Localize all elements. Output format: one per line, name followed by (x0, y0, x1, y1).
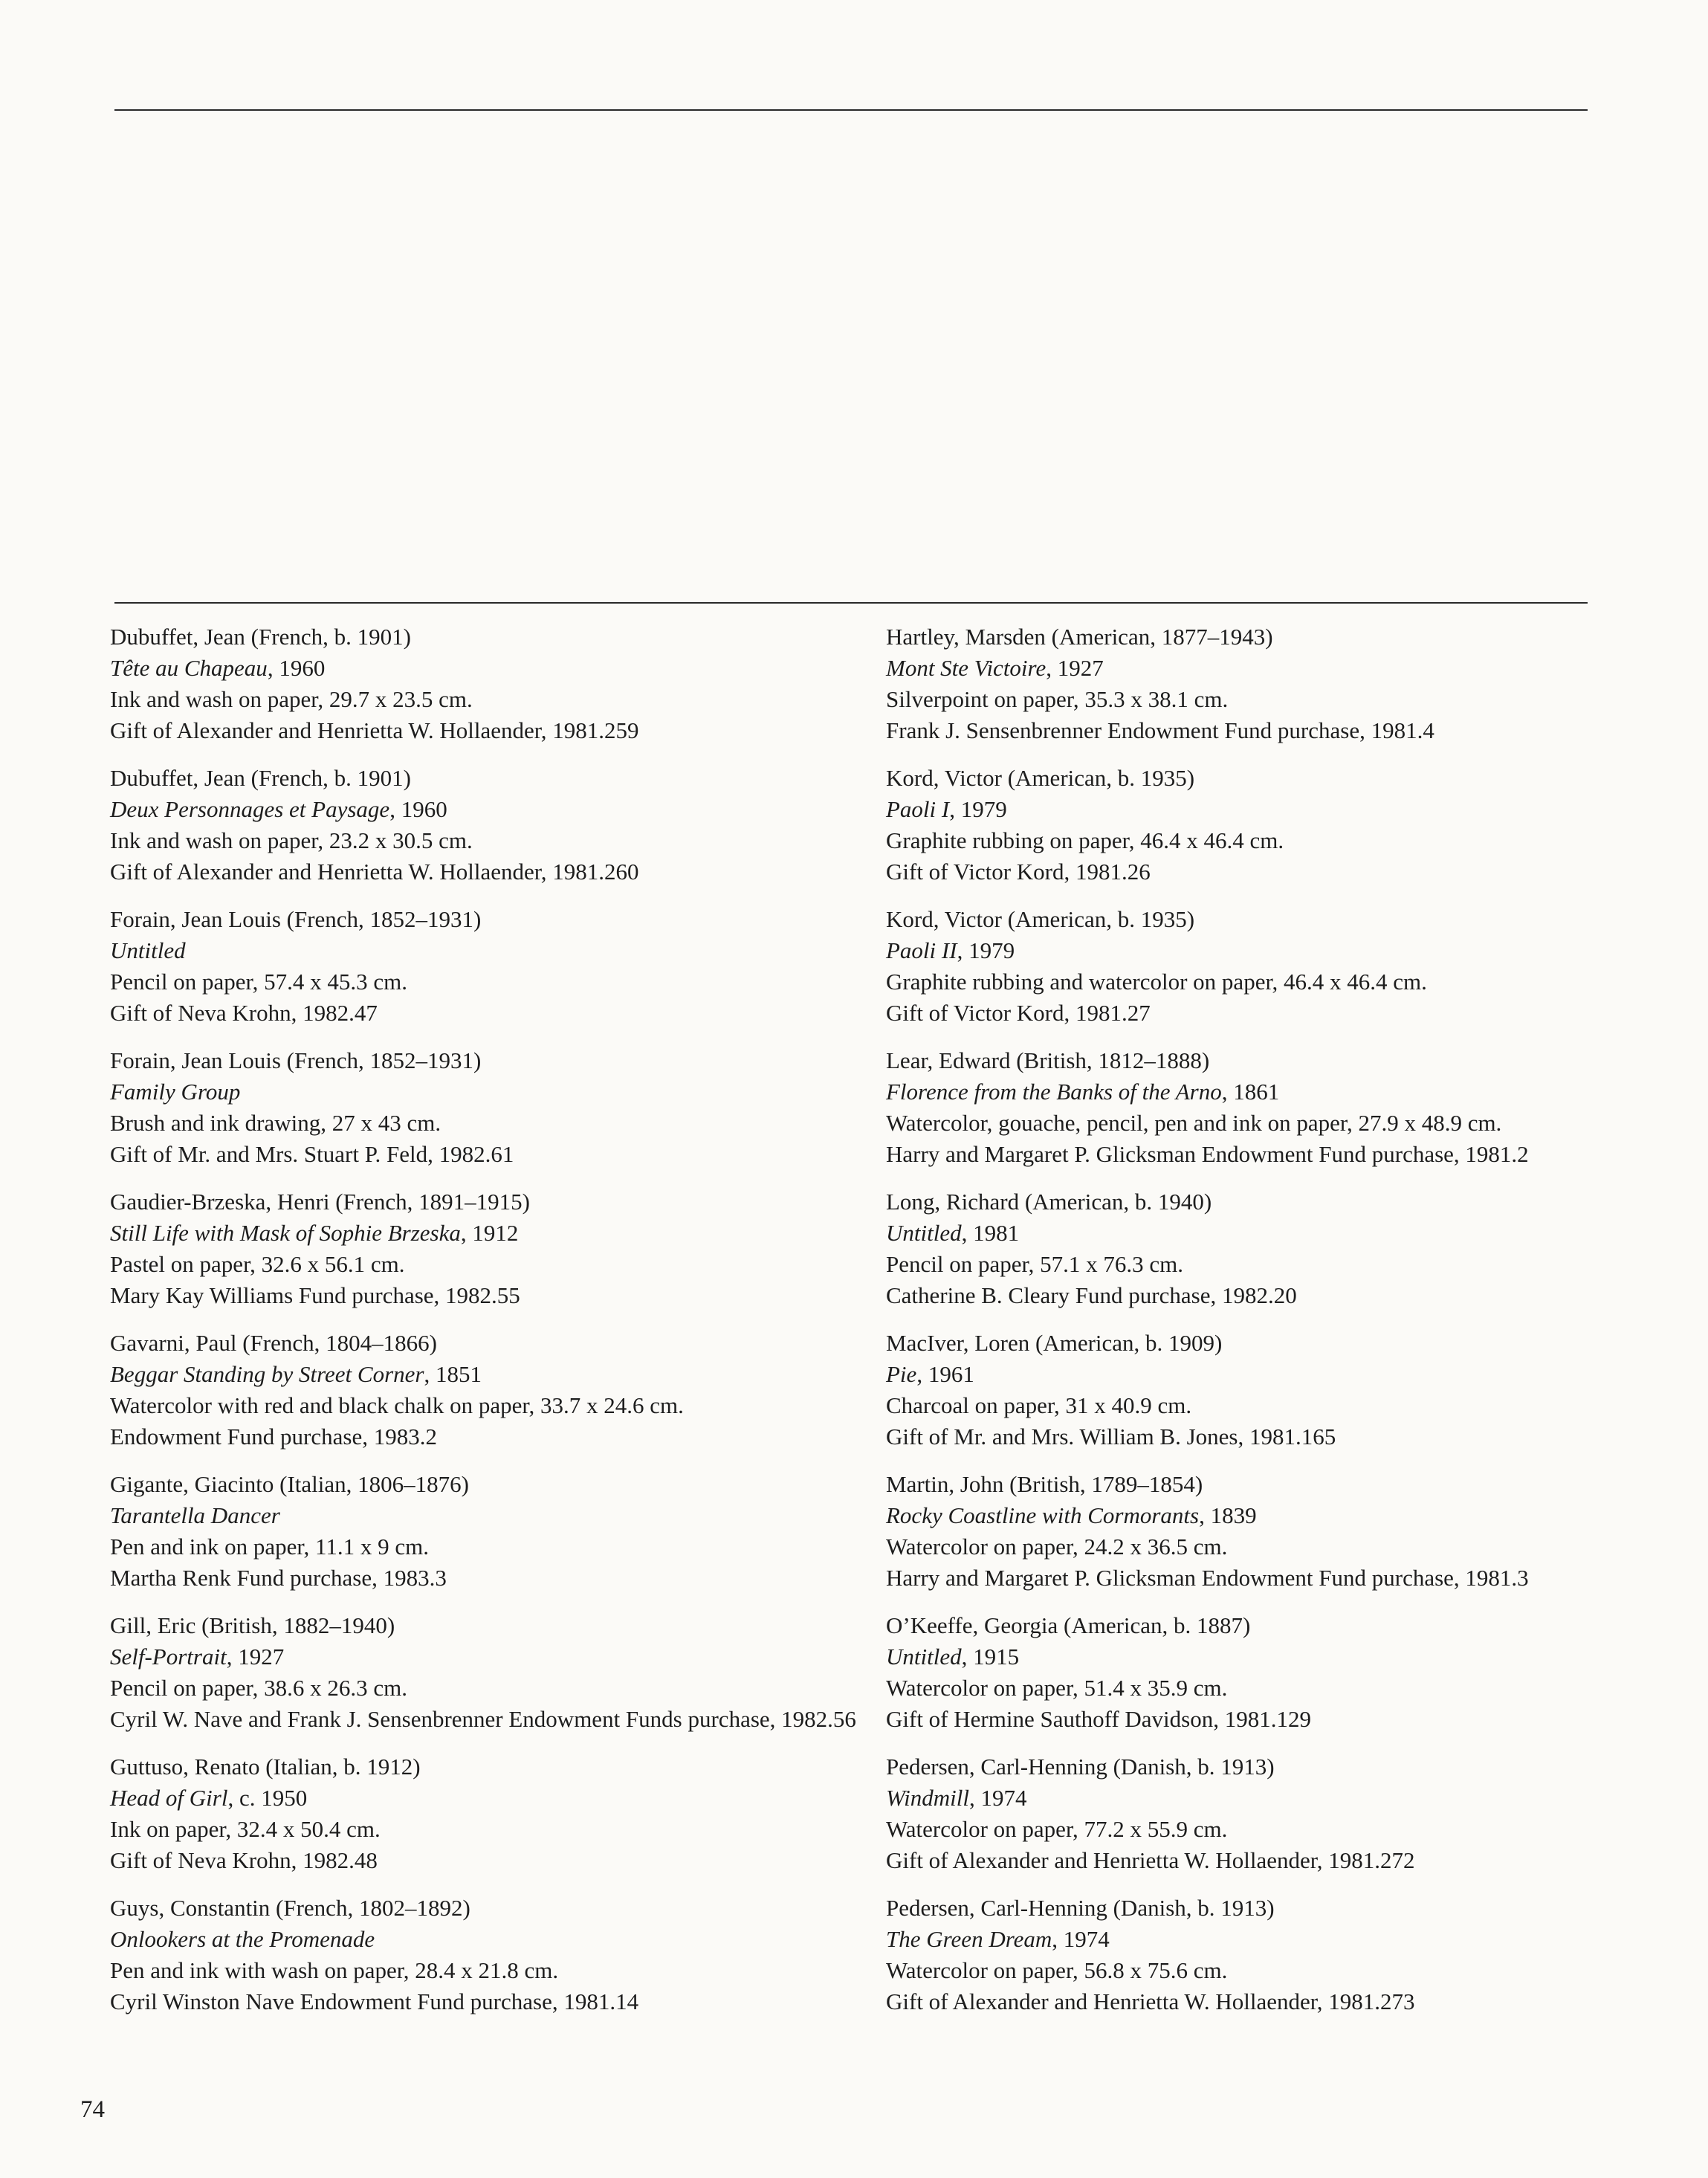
entry-medium: Watercolor with red and black chalk on paper, 33.7 x 24.6 cm. (110, 1392, 684, 1418)
entry-credit: Gift of Mr. and Mrs. Stuart P. Feld, 1982.61 (110, 1141, 514, 1167)
catalog-entry (886, 904, 1614, 1029)
entry-date: , 1927 (226, 1644, 285, 1670)
entry-title: Family Group (110, 1079, 241, 1105)
entry-artist: Gigante, Giacinto (Italian, 1806–1876) (110, 1471, 469, 1497)
entry-credit: Gift of Mr. and Mrs. William B. Jones, 1981.165 (886, 1424, 1336, 1450)
entry-medium: Pen and ink on paper, 11.1 x 9 cm. (110, 1534, 429, 1560)
catalog-entry (886, 1045, 1614, 1170)
entry-credit: Gift of Alexander and Henrietta W. Hollaender, 1981.272 (886, 1847, 1415, 1873)
entry-title: Paoli I (886, 796, 950, 822)
catalog-entry (110, 1328, 861, 1452)
entry-medium: Charcoal on paper, 31 x 40.9 cm. (886, 1392, 1192, 1418)
catalog-entry (110, 1045, 861, 1170)
entry-medium: Ink and wash on paper, 23.2 x 30.5 cm. (110, 827, 473, 853)
entry-credit: Frank J. Sensenbrenner Endowment Fund purchase, 1981.4 (886, 717, 1434, 743)
entry-artist: Lear, Edward (British, 1812–1888) (886, 1047, 1210, 1073)
entry-credit: Gift of Victor Kord, 1981.26 (886, 859, 1151, 885)
catalog-entry (886, 1610, 1614, 1735)
entry-title: Mont Ste Victoire (886, 655, 1047, 681)
entry-credit: Gift of Alexander and Henrietta W. Hollaender, 1981.259 (110, 717, 639, 743)
entry-title: Onlookers at the Promenade (110, 1926, 375, 1952)
entry-credit: Cyril Winston Nave Endowment Fund purchase, 1981.14 (110, 1988, 639, 2014)
entry-title: Untitled (886, 1644, 962, 1670)
entry-date: , 1861 (1221, 1079, 1280, 1105)
entry-title: Beggar Standing by Street Corner (110, 1361, 424, 1387)
entry-medium: Graphite rubbing and watercolor on paper, 46.4 x 46.4 cm. (886, 969, 1427, 995)
entry-medium: Graphite rubbing on paper, 46.4 x 46.4 cm. (886, 827, 1284, 853)
entry-date: , 1961 (916, 1361, 974, 1387)
entry-title: Rocky Coastline with Cormorants (886, 1502, 1200, 1528)
entry-date: , 1851 (424, 1361, 482, 1387)
entry-artist: Kord, Victor (American, b. 1935) (886, 906, 1195, 932)
entry-artist: Long, Richard (American, b. 1940) (886, 1189, 1212, 1215)
entry-artist: O’Keeffe, Georgia (American, b. 1887) (886, 1612, 1251, 1638)
entry-artist: Kord, Victor (American, b. 1935) (886, 765, 1195, 791)
entry-credit: Gift of Victor Kord, 1981.27 (886, 1000, 1151, 1026)
entry-date: , 1979 (957, 937, 1015, 963)
entry-medium: Watercolor, gouache, pencil, pen and ink on paper, 27.9 x 48.9 cm. (886, 1110, 1502, 1136)
section-rule (114, 602, 1588, 604)
entry-credit: Gift of Neva Krohn, 1982.47 (110, 1000, 378, 1026)
entry-credit: Catherine B. Cleary Fund purchase, 1982.20 (886, 1282, 1297, 1308)
catalog-entry (886, 1469, 1614, 1594)
entry-credit: Endowment Fund purchase, 1983.2 (110, 1424, 437, 1450)
entry-date: , 1912 (460, 1220, 519, 1246)
entry-credit: Mary Kay Williams Fund purchase, 1982.55 (110, 1282, 520, 1308)
entry-title: Deux Personnages et Paysage (110, 796, 390, 822)
entry-credit: Gift of Neva Krohn, 1982.48 (110, 1847, 378, 1873)
entry-title: The Green Dream (886, 1926, 1052, 1952)
entry-credit: Gift of Alexander and Henrietta W. Hollaender, 1981.260 (110, 859, 639, 885)
entry-medium: Pencil on paper, 57.1 x 76.3 cm. (886, 1251, 1183, 1277)
entry-title: Paoli II (886, 937, 957, 963)
entry-artist: Forain, Jean Louis (French, 1852–1931) (110, 906, 482, 932)
entry-artist: Hartley, Marsden (American, 1877–1943) (886, 624, 1273, 650)
entry-title: Pie (886, 1361, 917, 1387)
entry-title: Untitled (886, 1220, 962, 1246)
catalog-entry (110, 763, 861, 888)
catalog-entry (110, 1186, 861, 1311)
catalog-entry (110, 904, 861, 1029)
entry-date: , 1979 (949, 796, 1007, 822)
left-column (110, 621, 861, 2034)
entry-title: Tête au Chapeau (110, 655, 268, 681)
entry-date: , 1981 (961, 1220, 1020, 1246)
entry-artist: Pedersen, Carl-Henning (Danish, b. 1913) (886, 1754, 1275, 1780)
entry-medium: Pencil on paper, 57.4 x 45.3 cm. (110, 969, 407, 995)
catalog-entry (886, 1186, 1614, 1311)
entry-medium: Ink and wash on paper, 29.7 x 23.5 cm. (110, 686, 473, 712)
entry-medium: Ink on paper, 32.4 x 50.4 cm. (110, 1816, 381, 1842)
page-number: 74 (80, 2096, 105, 2123)
entry-medium: Silverpoint on paper, 35.3 x 38.1 cm. (886, 686, 1229, 712)
entry-medium: Watercolor on paper, 56.8 x 75.6 cm. (886, 1957, 1228, 1983)
catalog-entry (110, 621, 861, 746)
entry-credit: Harry and Margaret P. Glicksman Endowment Fund purchase, 1981.3 (886, 1565, 1529, 1591)
entry-credit: Harry and Margaret P. Glicksman Endowment Fund purchase, 1981.2 (886, 1141, 1529, 1167)
entry-artist: Guys, Constantin (French, 1802–1892) (110, 1895, 470, 1921)
entry-date: , 1915 (961, 1644, 1020, 1670)
entry-medium: Brush and ink drawing, 27 x 43 cm. (110, 1110, 441, 1136)
right-column (886, 621, 1614, 2034)
catalog-entry (110, 1893, 861, 2017)
entry-date: , 1927 (1046, 655, 1104, 681)
entry-artist: MacIver, Loren (American, b. 1909) (886, 1330, 1223, 1356)
catalog-entry (886, 763, 1614, 888)
entry-medium: Pastel on paper, 32.6 x 56.1 cm. (110, 1251, 405, 1277)
entry-title: Florence from the Banks of the Arno (886, 1079, 1222, 1105)
entry-artist: Gaudier-Brzeska, Henri (French, 1891–1915) (110, 1189, 530, 1215)
entry-date: , 1960 (389, 796, 447, 822)
entry-artist: Dubuffet, Jean (French, b. 1901) (110, 624, 411, 650)
entry-date: , 1839 (1199, 1502, 1257, 1528)
entry-credit: Gift of Hermine Sauthoff Davidson, 1981.129 (886, 1706, 1311, 1732)
entry-title: Tarantella Dancer (110, 1502, 280, 1528)
entry-title: Head of Girl (110, 1785, 228, 1811)
catalog-entry (110, 1751, 861, 1876)
entry-artist: Forain, Jean Louis (French, 1852–1931) (110, 1047, 482, 1073)
catalog-entry (110, 1469, 861, 1594)
entry-date: , 1974 (968, 1785, 1027, 1811)
entry-credit: Martha Renk Fund purchase, 1983.3 (110, 1565, 447, 1591)
entry-artist: Guttuso, Renato (Italian, b. 1912) (110, 1754, 421, 1780)
entry-medium: Watercolor on paper, 51.4 x 35.9 cm. (886, 1675, 1228, 1701)
entry-artist: Pedersen, Carl-Henning (Danish, b. 1913) (886, 1895, 1275, 1921)
entry-title: Self-Portrait (110, 1644, 227, 1670)
entry-artist: Gill, Eric (British, 1882–1940) (110, 1612, 395, 1638)
catalog-entry (886, 621, 1614, 746)
catalog-entry (886, 1328, 1614, 1452)
entry-credit: Cyril W. Nave and Frank J. Sensenbrenner Endowment Funds purchase, 1982.56 (110, 1706, 856, 1732)
entry-artist: Dubuffet, Jean (French, b. 1901) (110, 765, 411, 791)
entry-title: Windmill (886, 1785, 969, 1811)
entry-title: Untitled (110, 937, 186, 963)
entry-medium: Pencil on paper, 38.6 x 26.3 cm. (110, 1675, 407, 1701)
entry-title: Still Life with Mask of Sophie Brzeska (110, 1220, 461, 1246)
entry-medium: Watercolor on paper, 77.2 x 55.9 cm. (886, 1816, 1228, 1842)
entry-artist: Gavarni, Paul (French, 1804–1866) (110, 1330, 437, 1356)
catalog-entry (886, 1751, 1614, 1876)
entry-date: , c. 1950 (227, 1785, 308, 1811)
entry-credit: Gift of Alexander and Henrietta W. Hollaender, 1981.273 (886, 1988, 1415, 2014)
entry-medium: Pen and ink with wash on paper, 28.4 x 21.8 cm. (110, 1957, 559, 1983)
top-rule (114, 109, 1588, 111)
entry-artist: Martin, John (British, 1789–1854) (886, 1471, 1203, 1497)
entry-date: , 1960 (267, 655, 326, 681)
entry-medium: Watercolor on paper, 24.2 x 36.5 cm. (886, 1534, 1228, 1560)
entry-date: , 1974 (1052, 1926, 1110, 1952)
catalog-entry (886, 1893, 1614, 2017)
catalog-entry (110, 1610, 861, 1735)
